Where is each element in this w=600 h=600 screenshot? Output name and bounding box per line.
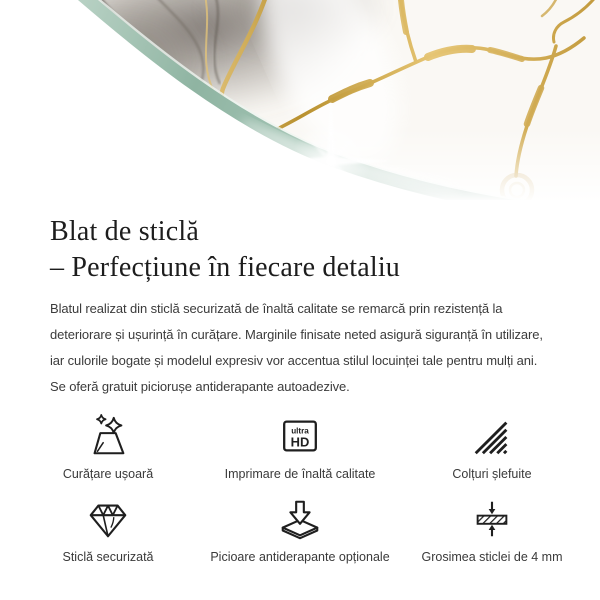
ultra-hd-icon-text-bottom: HD [290, 434, 310, 450]
feature-label: Picioare antiderapante opționale [210, 550, 390, 564]
glass-thickness-icon [469, 496, 515, 542]
feature-item-print-quality [204, 413, 396, 496]
cleaning-sparkle-icon [85, 413, 131, 459]
feature-item-tempered-glass [12, 496, 204, 579]
product-image [0, 0, 600, 206]
feature-label: Curățare ușoară [62, 467, 154, 481]
feature-item-anti-slip-feet [204, 496, 396, 579]
anti-slip-feet-icon [277, 496, 323, 542]
ultra-hd-icon-text-top: ultra [291, 426, 309, 436]
marble-glass-tabletop-illustration [0, 0, 600, 206]
polished-corner-icon [469, 413, 515, 459]
feature-item-glass-thickness [396, 496, 588, 579]
feature-label: Sticlă securizată [62, 550, 154, 564]
title-line2: – Perfecțiune în fiecare detaliu [50, 252, 401, 283]
tempered-glass-diamond-icon [85, 496, 131, 542]
feature-item-easy-cleaning [12, 413, 204, 496]
feature-label: Colțuri șlefuite [452, 467, 532, 481]
ultra-hd-icon [277, 413, 323, 459]
features-grid [12, 413, 588, 579]
feature-label: Grosimea sticlei de 4 mm [421, 550, 563, 564]
product-paragraph: Blatul realizat din sticlă securizată de înaltă calitate se remarcă prin rezistență la deteriorare și ușurință în curățare. Marginile finisate neted asigură siguranță în utilizare, iar culorile bogate și modelul expresiv vor accentua stilul locuinței tale pentru mulți ani. Se oferă gratuit piciorușe antiderapante autoadezive. [50, 301, 543, 394]
feature-item-polished-corners [396, 413, 588, 496]
product-description-section [0, 214, 600, 400]
page-title [50, 214, 556, 286]
feature-label: Imprimare de înaltă calitate [224, 467, 376, 481]
title-line1: Blat de sticlă [50, 216, 199, 247]
